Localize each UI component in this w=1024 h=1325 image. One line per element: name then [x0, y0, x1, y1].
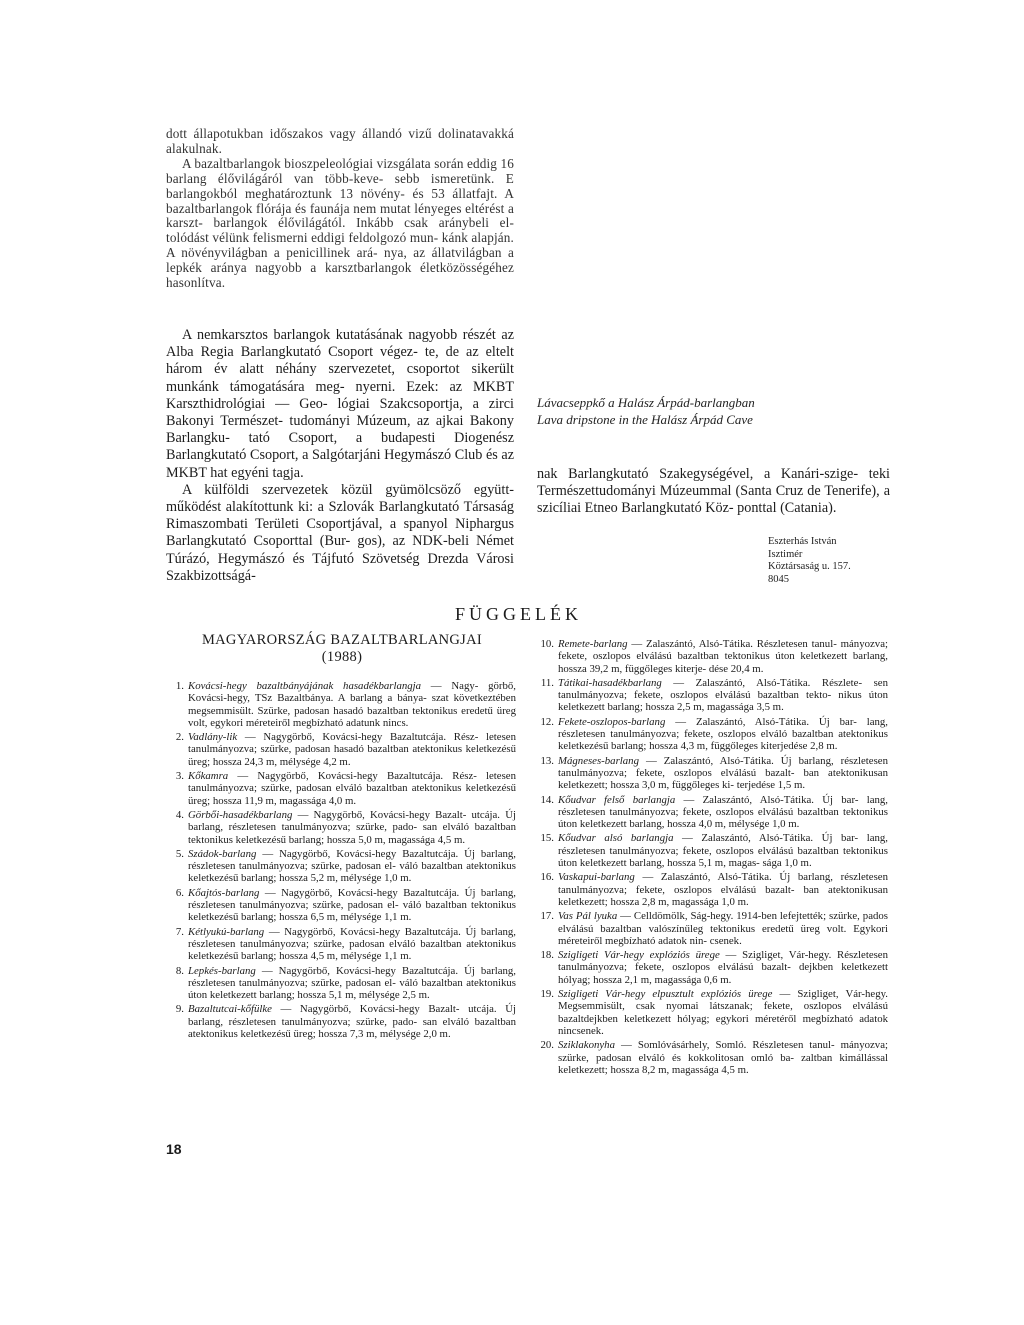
list-heading — [166, 632, 518, 666]
author-town: Isztimér — [768, 548, 803, 560]
cave-number: 19. — [540, 988, 554, 1001]
cave-description: — Celldömölk, Ság-hegy. 1914-ben lefejtették; szürke, pados elválású bazaltban valószínűleg tektonikus eredetű üreg volt. Egykori méreteiről megbízható adatok nin- csenek. — [558, 910, 888, 947]
cave-name: Kőudvar alsó barlangja — [558, 832, 674, 845]
cave-entry — [540, 1039, 888, 1076]
cave-name: Remete-barlang — [558, 638, 628, 650]
right-column-text — [537, 466, 890, 518]
cave-entry — [175, 770, 516, 807]
cave-description: — Zalaszántó, Alsó-Tátika. Új bar- lang, részletesen tanulmányozva; fekete, oszlopos elválású bazaltban tektonikus úton keletkezett barlang, hossza 5,1 m, magas- sága 1,0 m. — [558, 832, 888, 870]
cave-name: Lepkés-barlang — [188, 964, 256, 977]
body-paragraph: A külföldi szervezetek közül gyümölcsöző együtt- működést alakítottunk ki: a Szlovák Barlangkutató Társaság Rimaszombati Területi Csoportjával, a spanyol Niphargus Barlangkutató Csoporttal (Bur- gos), az NDK-beli Német Túrázó, Hegymászó és Tájfutó Szövetség Drezda Városi Szakbizottságá- — [166, 481, 514, 584]
cave-entry — [540, 988, 888, 1037]
cave-entry — [540, 754, 888, 792]
intro-paragraph: dott állapotukban időszakos vagy állandó vizű dolinatavakká alakulnak. — [166, 126, 514, 156]
cave-entry — [540, 871, 888, 908]
body-paragraph: A nemkarsztos barlangok kutatásának nagyobb részét az Alba Regia Barlangkutató Csoport végez- te, de az eltelt három év alatt néhány szervezetet, csoportot sikerült munkánk támogatására meg- nyerni. Ezek: az MKBT Karszthidrológiai — Geo- lógiai Szakcsoportja, a zirci Bakonyi Természet- tudományi Múzeum, az ajkai Bakony Barlangku- tató Csoport, a budapesti Diogenész Barlangkutató Csoport, a Salgótarjáni Hegymászó Club és az MKBT hat egyéni tagja. — [166, 327, 514, 481]
body-paragraph: nak Barlangkutató Szakegységével, a Kanári-szige- teki Természettudományi Múzeummal (Santa Cruz de Tenerife), a szicíliai Etneo Barlangkutató Köz- ponttal (Catania). — [537, 466, 890, 517]
cave-name: Kőajtós-barlang — [188, 886, 260, 899]
cave-number: 10. — [540, 638, 554, 650]
cave-description: — Nagygörbő, Kovácsi-hegy Bazaltutcája. Rész- letesen tanulmányozva; szürke, padosan hasadó bazaltban atektonikus keletkezésű üreg; hossza 24,3 m, mélysége 4,2 m. — [188, 731, 516, 768]
cave-name: Vadlány-lik — [188, 731, 238, 744]
caption-english: Lava dripstone in the Halász Árpád Cave — [537, 411, 753, 427]
cave-description: — Nagygörbő, Kovácsi-hegy Bazaltutcája. Új barlang, részletesen tanulmányozva; szürke, padosan elváló bazaltban atektonikus keletkezésű barlang; hossza 4,5 m, mélysége 1,1 m. — [188, 925, 516, 963]
cave-entry — [540, 715, 888, 753]
cave-number: 1. — [175, 680, 184, 692]
cave-name: Vas Pál lyuka — [558, 910, 618, 923]
cave-number: 20. — [540, 1039, 554, 1052]
cave-name: Szigligeti Vár-hegy explóziós ürege — [558, 949, 720, 962]
list-title: MAGYARORSZÁG BAZALTBARLANGJAI — [201, 632, 483, 648]
cave-number: 17. — [540, 910, 554, 923]
cave-name: Mágneses-barlang — [558, 754, 639, 767]
cave-number: 15. — [540, 832, 554, 845]
cave-entry — [540, 793, 888, 831]
cave-name: Tátikai-hasadékbarlang — [558, 676, 662, 689]
cave-description: — Nagygörbő, Kovácsi-hegy Bazaltutcája. Új barlang, részletesen tanulmányozva; szürke, padosan el- váló bazaltban atektonikus keletkezésű barlang; hossza 5,2 m, mélysége 1,0 m. — [188, 847, 516, 885]
cave-entry — [175, 964, 516, 1002]
cave-entry — [175, 1003, 516, 1041]
cave-name: Kőkamra — [188, 770, 229, 783]
cave-name: Sziklakonyha — [558, 1039, 615, 1052]
cave-number: 7. — [175, 925, 184, 938]
cave-entry — [540, 676, 888, 714]
cave-description: — Nagygörbő, Kovácsi-hegy Bazalt- utcája. Új barlang, részletesen tanulmányozva; szürke, pado- san elváló bazaltban tektonikus keletkezésű barlang; hossza 5,0 m, magassága 4,5 m. — [188, 808, 516, 846]
cave-list-right — [540, 638, 889, 1078]
cave-number: 18. — [540, 949, 554, 962]
photo-caption — [537, 395, 857, 428]
cave-name: Vaskapui-barlang — [558, 871, 635, 884]
cave-description: — Nagygörbő, Kovácsi-hegy Bazaltutcája. Rész- letesen tanulmányozva; szürke, padosan elváló bazaltban atektonikus keletkezésű üreg; hossza 11,9 m, magassága 4,0 m. — [188, 770, 516, 807]
cave-entry — [175, 731, 516, 768]
cave-description: — Zalaszántó, Alsó-Tátika. Új barlang, részletesen tanulmányozva; fekete, oszlopos elválású bazalt- ban atektonikusan keletkezett; hossza 3,0 m, függőleges ki- terjedése 1,5 m. — [558, 754, 888, 792]
cave-name: Szigligeti Vár-hegy elpusztult explóziós ürege — [558, 988, 773, 1001]
cave-entry — [175, 847, 516, 885]
cave-list-left — [175, 680, 517, 1042]
cave-entry — [175, 886, 516, 924]
author-name: Eszterhás István — [768, 536, 837, 547]
cave-name: Fekete-oszlopos-barlang — [558, 715, 666, 728]
cave-entry — [540, 949, 889, 986]
author-street: Köztársaság u. 157. — [768, 561, 851, 573]
cave-number: 13. — [540, 754, 554, 767]
intro-paragraph: A bazaltbarlangok bioszpeleológiai vizsgálata során eddig 16 barlang élővilágáról van több-keve- sebb ismeretünk. E barlangokból meghatároztunk 13 növény- és 53 állatfajt. A bazaltbarlangok flórája és faunája nem mutat lényeges eltérést a karszt- barlangok élővilágától. Inkább csak aránybeli el- tolódást vélünk felismerni eddigi feldolgozó mun- kánk alapján. A növényvilágban a penicillinek ará- nya, az állatvilágban a lepkék aránya nagyobb a karsztbarlangok életközösségéhez hasonlítva. — [166, 155, 514, 291]
cave-name: Görbői-hasadékbarlang — [188, 808, 293, 821]
cave-number: 6. — [175, 886, 184, 899]
cave-description: — Nagygörbő, Kovácsi-hegy Bazalt- utcája. Új barlang, részletesen tanulmányozva; szürke, pado- san elváló bazaltban atektonikus keletkezésű üreg; hossza 7,3 m, mélysége 2,0 m. — [188, 1003, 516, 1041]
cave-number: 11. — [540, 676, 554, 689]
cave-name: Szádok-barlang — [188, 847, 257, 860]
cave-entry — [175, 680, 517, 729]
cave-description: — Zalaszántó, Alsó-Tátika. Részletesen tanul- mányozva; fekete, oszlopos elválású bazaltban tektonikus úton keletkezett barlang, hossza 39,2 m, függőleges kiterje- dése 20,4 m. — [558, 638, 888, 675]
cave-entry — [540, 638, 888, 675]
cave-name: Kétlyukú-barlang — [188, 925, 265, 938]
cave-name: Bazaltutcai-kőfülke — [188, 1003, 272, 1016]
cave-description: — Nagygörbő, Kovácsi-hegy Bazaltutcája. Új barlang, részletesen tanulmányozva; szürke, padosan el- váló bazaltban atektonikus úton keletkezett barlang; hossza 5,1 m, mélysége 2,5 m. — [188, 964, 516, 1002]
cave-entry — [540, 910, 888, 947]
cave-number: 2. — [175, 731, 184, 744]
cave-number: 16. — [540, 871, 554, 884]
page-number: 18 — [166, 1141, 182, 1157]
cave-description: — Szigliget, Vár-hegy. Részletesen tanulmányozva; fekete, oszlopos elválású bazalt- dejkben keletkezett hólyag; hossza 2,1 m, magassága 0,6 m. — [558, 949, 889, 986]
cave-description: — Zalaszántó, Alsó-Tátika. Részlete- sen tanulmányozva; fekete, oszlopos elválású bazaltban tekto- nikus úton keletkezett barlang; hossza 2,5 m, magassága 3,5 m. — [558, 676, 888, 714]
cave-name: Kovácsi-hegy bazaltbányájának hasadékbarlangja — [188, 680, 422, 692]
cave-name: Kőudvar felső barlangja — [558, 793, 676, 806]
cave-entry — [175, 808, 516, 846]
caption-hungarian: Lávacseppkő a Halász Árpád-barlangban — [537, 395, 755, 410]
cave-description: — Zalaszántó, Alsó-Tátika. Új barlang, részletesen tanulmányozva; fekete, oszlopos elválású bazalt- ban atektonikusan keletkezett; hossza 2,8 m, magassága 1,0 m. — [558, 871, 888, 908]
cave-number: 8. — [175, 964, 184, 977]
cave-number: 5. — [175, 847, 184, 860]
cave-number: 4. — [175, 808, 184, 821]
cave-number: 12. — [540, 715, 554, 728]
cave-description: — Somlóvásárhely, Somló. Részletesen tanul- mányozva; szürke, padosan elváló és kokkolitosan omló ba- zaltban kimállással keletkezett; hossza 8,2 m, magassága 4,5 m. — [558, 1039, 888, 1076]
author-zip: 8045 — [768, 573, 789, 585]
cave-number: 9. — [175, 1003, 184, 1016]
cave-description: — Szigliget, Vár-hegy. Megsemmisült, csak nyomai látszanak; fekete, oszlopos elválású bazaltdejkben keletkezett hólyag; egykori méretéről megbízható adatok nincsenek. — [558, 988, 888, 1037]
cave-entry — [540, 832, 888, 870]
cave-number: 14. — [540, 793, 554, 806]
cave-description: — Zalaszántó, Alsó-Tátika. Új bar- lang, részletesen tanulmányozva; fekete, oszlopos elváló bazaltban atektonikus keletkezésű barlang; hossza 4,3 m, függőleges kiterjedése 2,8 m. — [558, 715, 888, 753]
main-text — [166, 327, 514, 585]
cave-description: — Zalaszántó, Alsó-Tátika. Új bar- lang, részletesen tanulmányozva; fekete, oszlopos elválású bazaltban tektonikus úton keletkezett barlang, hossza 4,0 m, mélysége 1,0 m. — [558, 793, 888, 831]
author-signature — [768, 536, 908, 586]
cave-entry — [175, 925, 516, 963]
cave-description: — Nagy- görbő, Kovácsi-hegy, TSz Bazaltbánya. A barlang a bánya- szat következtében megsemmisült. Szürke, padosan hasadó bazaltban tektonikus eredetű üreg volt, egykori méreteiről megbízható adatunk nincs. — [188, 680, 517, 729]
list-year: (1988) — [321, 649, 363, 665]
appendix-title: FÜGGELÉK — [455, 604, 582, 624]
cave-number: 3. — [175, 770, 184, 783]
intro-text — [166, 127, 514, 291]
cave-description: — Nagygörbő, Kovácsi-hegy Bazaltutcája. Új barlang, részletesen tanulmányozva; szürke, padosan el- váló bazaltban tektonikus keletkezésű barlang; hossza 6,5 m, mélysége 1,1 m. — [188, 886, 516, 924]
